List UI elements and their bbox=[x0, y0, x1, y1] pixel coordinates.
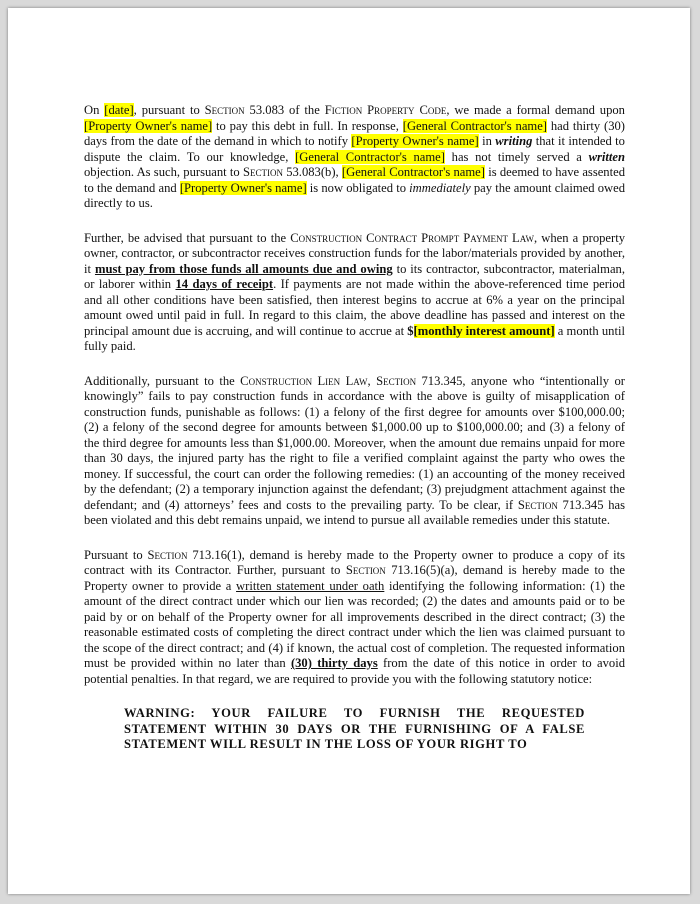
emphasis-statement-under-oath: written statement under oath bbox=[236, 578, 385, 593]
text: Pursuant to bbox=[84, 547, 148, 562]
text: to its contractor, subcontractor, materialman, or laborer within bbox=[84, 261, 625, 291]
text-small-caps: Construction Contract Prompt Payment Law bbox=[290, 230, 535, 245]
emphasis-14-days: 14 days of receipt bbox=[175, 277, 274, 291]
emphasis-writing: writing bbox=[495, 134, 533, 148]
emphasis-thirty-days: (30) thirty days bbox=[290, 656, 378, 670]
paragraph-lien-law bbox=[84, 374, 625, 529]
text: that it intended to dispute the claim. To our knowledge, bbox=[84, 134, 625, 164]
placeholder-owner-name: [Property Owner's name] bbox=[84, 118, 213, 133]
text: has not timely served a bbox=[444, 149, 589, 164]
letter-body bbox=[84, 103, 625, 753]
text: to pay this debt in full. In response, bbox=[212, 118, 403, 133]
text: 53.083(b), bbox=[282, 165, 342, 179]
text: pay the amount claimed owed directly to us. bbox=[84, 180, 625, 210]
emphasis-written: written bbox=[588, 149, 625, 164]
dollar-sign: $ bbox=[407, 323, 414, 338]
text: is now obligated to bbox=[306, 180, 410, 195]
text: , when a property owner, contractor, or subcontractor receives construction funds for the labor/materials provided by another, it bbox=[84, 230, 625, 276]
text: objection. As such, pursuant to bbox=[84, 165, 243, 179]
emphasis-must-pay: must pay from those funds all amounts due and owing bbox=[94, 261, 393, 276]
text-small-caps: Fiction Property Code bbox=[324, 103, 447, 117]
text: 713.345 has been violated and this debt remains unpaid, we intend to pursue all available remedies under this statute. bbox=[84, 497, 625, 527]
text: Additionally, pursuant to the bbox=[84, 373, 241, 388]
text: , we made a formal demand upon bbox=[446, 103, 625, 117]
placeholder-owner-name: [Property Owner's name] bbox=[179, 180, 307, 195]
placeholder-monthly-interest: [monthly interest amount] bbox=[413, 323, 555, 338]
text-small-caps: Section bbox=[517, 497, 558, 512]
placeholder-date: [date] bbox=[104, 103, 134, 117]
text-small-caps: Construction Lien Law, Section bbox=[240, 373, 417, 388]
text-small-caps: Section bbox=[242, 165, 283, 179]
placeholder-contractor-name: [General Contractor's name] bbox=[341, 165, 485, 179]
text: 713.16(1), demand is hereby made to the Property owner to produce a copy of its contract with its Contractor. Further, pursuant to bbox=[84, 547, 625, 577]
text: 713.345, anyone who “intentionally or knowingly” fails to pay construction funds in accordance with the above is guilty of misapplication of construction funds, punishable as follows: (1) a felony of the first degree for amounts over $100,000.00; (2) a felony of the second degree for amounts between $1,000.00 up to $100,000.00; and (3) a felony of the third degree for amounts less than $1,000.00. Moreover, when the amount due remains unpaid for more than 30 days, the injured party has the right to file a verified complaint against the party who owes the money. If successful, the court can order the following remedies: (1) an accounting of the money received by the defendant; (2) a temporary injunction against the defendant; (3) prejudgment attachment against the defendant; and (4) attorneys’ fees and costs to the prevailing party. To be clear, if bbox=[84, 373, 625, 512]
statutory-warning: WARNING: YOUR FAILURE TO FURNISH THE REQUESTED STATEMENT WITHIN 30 DAYS OR THE FURNISHING OF A FALSE STATEMENT WILL RESULT IN THE LOSS OF YOUR RIGHT TO bbox=[124, 706, 585, 751]
text: 713.16(5)(a), demand is hereby made to the Property owner to provide a bbox=[84, 563, 626, 593]
document-page bbox=[8, 8, 690, 894]
text: is deemed to have assented to the demand and bbox=[84, 165, 625, 195]
placeholder-owner-name: [Property Owner's name] bbox=[351, 134, 479, 148]
paragraph-prompt-payment bbox=[84, 231, 625, 355]
text-small-caps: Section bbox=[204, 103, 245, 117]
text-small-caps: Section bbox=[345, 563, 386, 577]
text: 53.083 of the bbox=[244, 103, 325, 117]
text: in bbox=[478, 134, 496, 148]
text: , pursuant to bbox=[133, 103, 205, 117]
text: identifying the following information: (1) the amount of the direct contract under which our lien was recorded; (2) the dates and amounts paid or to be paid by or on behalf of the Property owner for all improvements described in the direct contract; (3) the reasonable estimated costs of completing the direct contract under which the lien was claimed pursuant to the scope of the direct contract; and (4) if known, the actual cost of completion. The requested information must be provided within no later than bbox=[84, 578, 625, 670]
placeholder-contractor-name: [General Contractor's name] bbox=[295, 149, 445, 164]
text-small-caps: Section bbox=[147, 547, 188, 562]
text: from the date of this notice in order to avoid potential penalties. In that regard, we are required to provide you with the following statutory notice: bbox=[84, 656, 625, 686]
text: a month until fully paid. bbox=[84, 323, 625, 353]
emphasis-immediately: immediately bbox=[409, 180, 471, 195]
text: . If payments are not made within the above-referenced time period and all other conditions have been satisfied, then interest begins to accrue at 6% a year on the principal amount owed until paid in full. In regard to this claim, the above deadline has passed and interest on the principal amount due is accruing, and will continue to accrue at bbox=[84, 277, 626, 338]
text: On bbox=[84, 103, 105, 117]
text: Further, be advised that pursuant to the bbox=[84, 230, 291, 245]
placeholder-contractor-name: [General Contractor's name] bbox=[402, 118, 547, 133]
paragraph-demand-notice bbox=[84, 103, 625, 212]
text: had thirty (30) days from the date of the demand in which to notify bbox=[84, 118, 625, 148]
paragraph-contract-demand bbox=[84, 548, 625, 688]
